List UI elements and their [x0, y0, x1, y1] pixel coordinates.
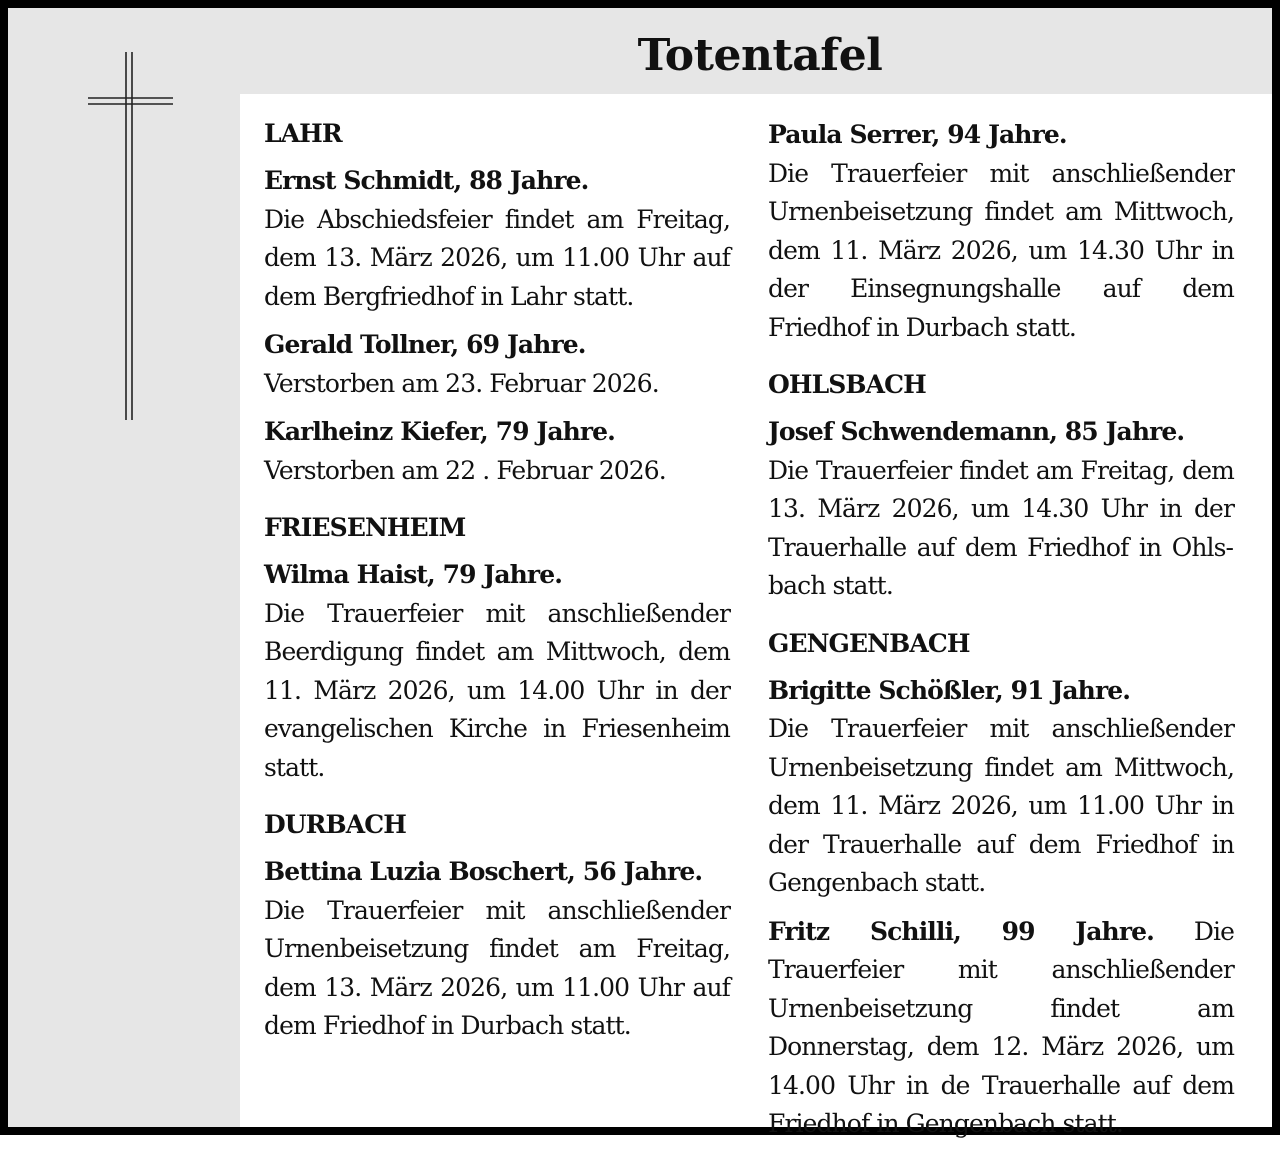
town-heading: FRIESENHEIM [264, 513, 466, 542]
obituary-entry [768, 116, 1234, 347]
ceremony-text: Die Trauerfeier mit anschließender Urnenbeisetzung findet am Mittwoch, dem 11. März 2026, um 11.00 Uhr in der Trauerhalle auf dem Friedhof in Gengenbach statt. [768, 714, 1234, 897]
deceased-name: Wilma Haist, 79 Jahre. [264, 560, 563, 589]
ceremony-text: Die Abschiedsfeier findet am Freitag, dem 13. März 2026, um 11.00 Uhr auf dem Bergfriedhof in Lahr statt. [264, 204, 730, 311]
obituary-entry [768, 672, 1234, 903]
page-title: Totentafel [637, 30, 883, 81]
obituary-entry [264, 556, 730, 787]
town-section [264, 807, 730, 1046]
deceased-name: Brigitte Schößler, 91 Jahre. [768, 675, 1131, 705]
deceased-name: Ernst Schmidt, 88 Jahre. [264, 166, 589, 195]
content-panel [240, 94, 1272, 1138]
obituary-entry [264, 326, 730, 403]
ceremony-text: Verstorben am 22 . Februar 2026. [264, 455, 666, 485]
deceased-name: Josef Schwendemann, 85 Jahre. [768, 417, 1185, 446]
deceased-name: Karlheinz Kiefer, 79 Jahre. [264, 417, 615, 446]
obituary-entry [264, 162, 730, 316]
town-section [264, 116, 730, 490]
obituary-entry [264, 413, 730, 490]
town-section [264, 510, 730, 787]
ceremony-text: Verstorben am 23. Februar 2026. [264, 368, 659, 398]
ceremony-text: Die Trauerfeier mit anschließender Beerdigung findet am Mittwoch, dem 11. März 2026, um 14.00 Uhr in der evangelischen Kirche in Friesenheim statt. [264, 598, 730, 782]
town-heading: OHLSBACH [768, 370, 926, 399]
town-section [768, 116, 1234, 347]
deceased-name: Bettina Luzia Boschert, 56 Jahre. [264, 857, 703, 886]
ceremony-text: Die Trauerfeier mit anschließender Urnenbeisetzung findet am Freitag, dem 13. März 2026, um 11.00 Uhr auf dem Friedhof in Durbach statt. [264, 895, 730, 1040]
ceremony-text: Die Trauerfeier mit anschließender Urnenbeisetzung findet am Donnerstag, dem 12. März 2026, um 14.00 Uhr in de Trauerhalle auf dem Friedhof in Gengenbach statt. [768, 916, 1235, 1138]
ceremony-text: Die Trauerfeier findet am Freitag, dem 13. März 2026, um 14.30 Uhr in der Trauerhalle auf dem Friedhof in Ohlsbach statt. [768, 455, 1234, 600]
obituary-entry [768, 913, 1234, 1144]
obituary-entry [768, 413, 1234, 606]
obituary-entry [264, 853, 730, 1046]
deceased-name: Fritz Schilli, 99 Jahre. [768, 916, 1154, 946]
cross-icon [80, 42, 180, 427]
left-column [264, 116, 730, 1056]
right-column [768, 116, 1234, 1154]
town-heading: GENGENBACH [768, 628, 970, 658]
town-heading: DURBACH [264, 810, 407, 839]
town-section [768, 626, 1234, 1144]
deceased-name: Paula Serrer, 94 Jahre. [768, 120, 1067, 149]
deceased-name: Gerald Tollner, 69 Jahre. [264, 330, 586, 359]
town-section [768, 367, 1234, 606]
town-heading: LAHR [264, 119, 342, 148]
ceremony-text: Die Trauerfeier mit anschließender Urnenbeisetzung findet am Mittwoch, dem 11. März 2026, um 14.30 Uhr in der Einsegnungshalle auf dem Friedhof in Durbach statt. [768, 158, 1234, 342]
